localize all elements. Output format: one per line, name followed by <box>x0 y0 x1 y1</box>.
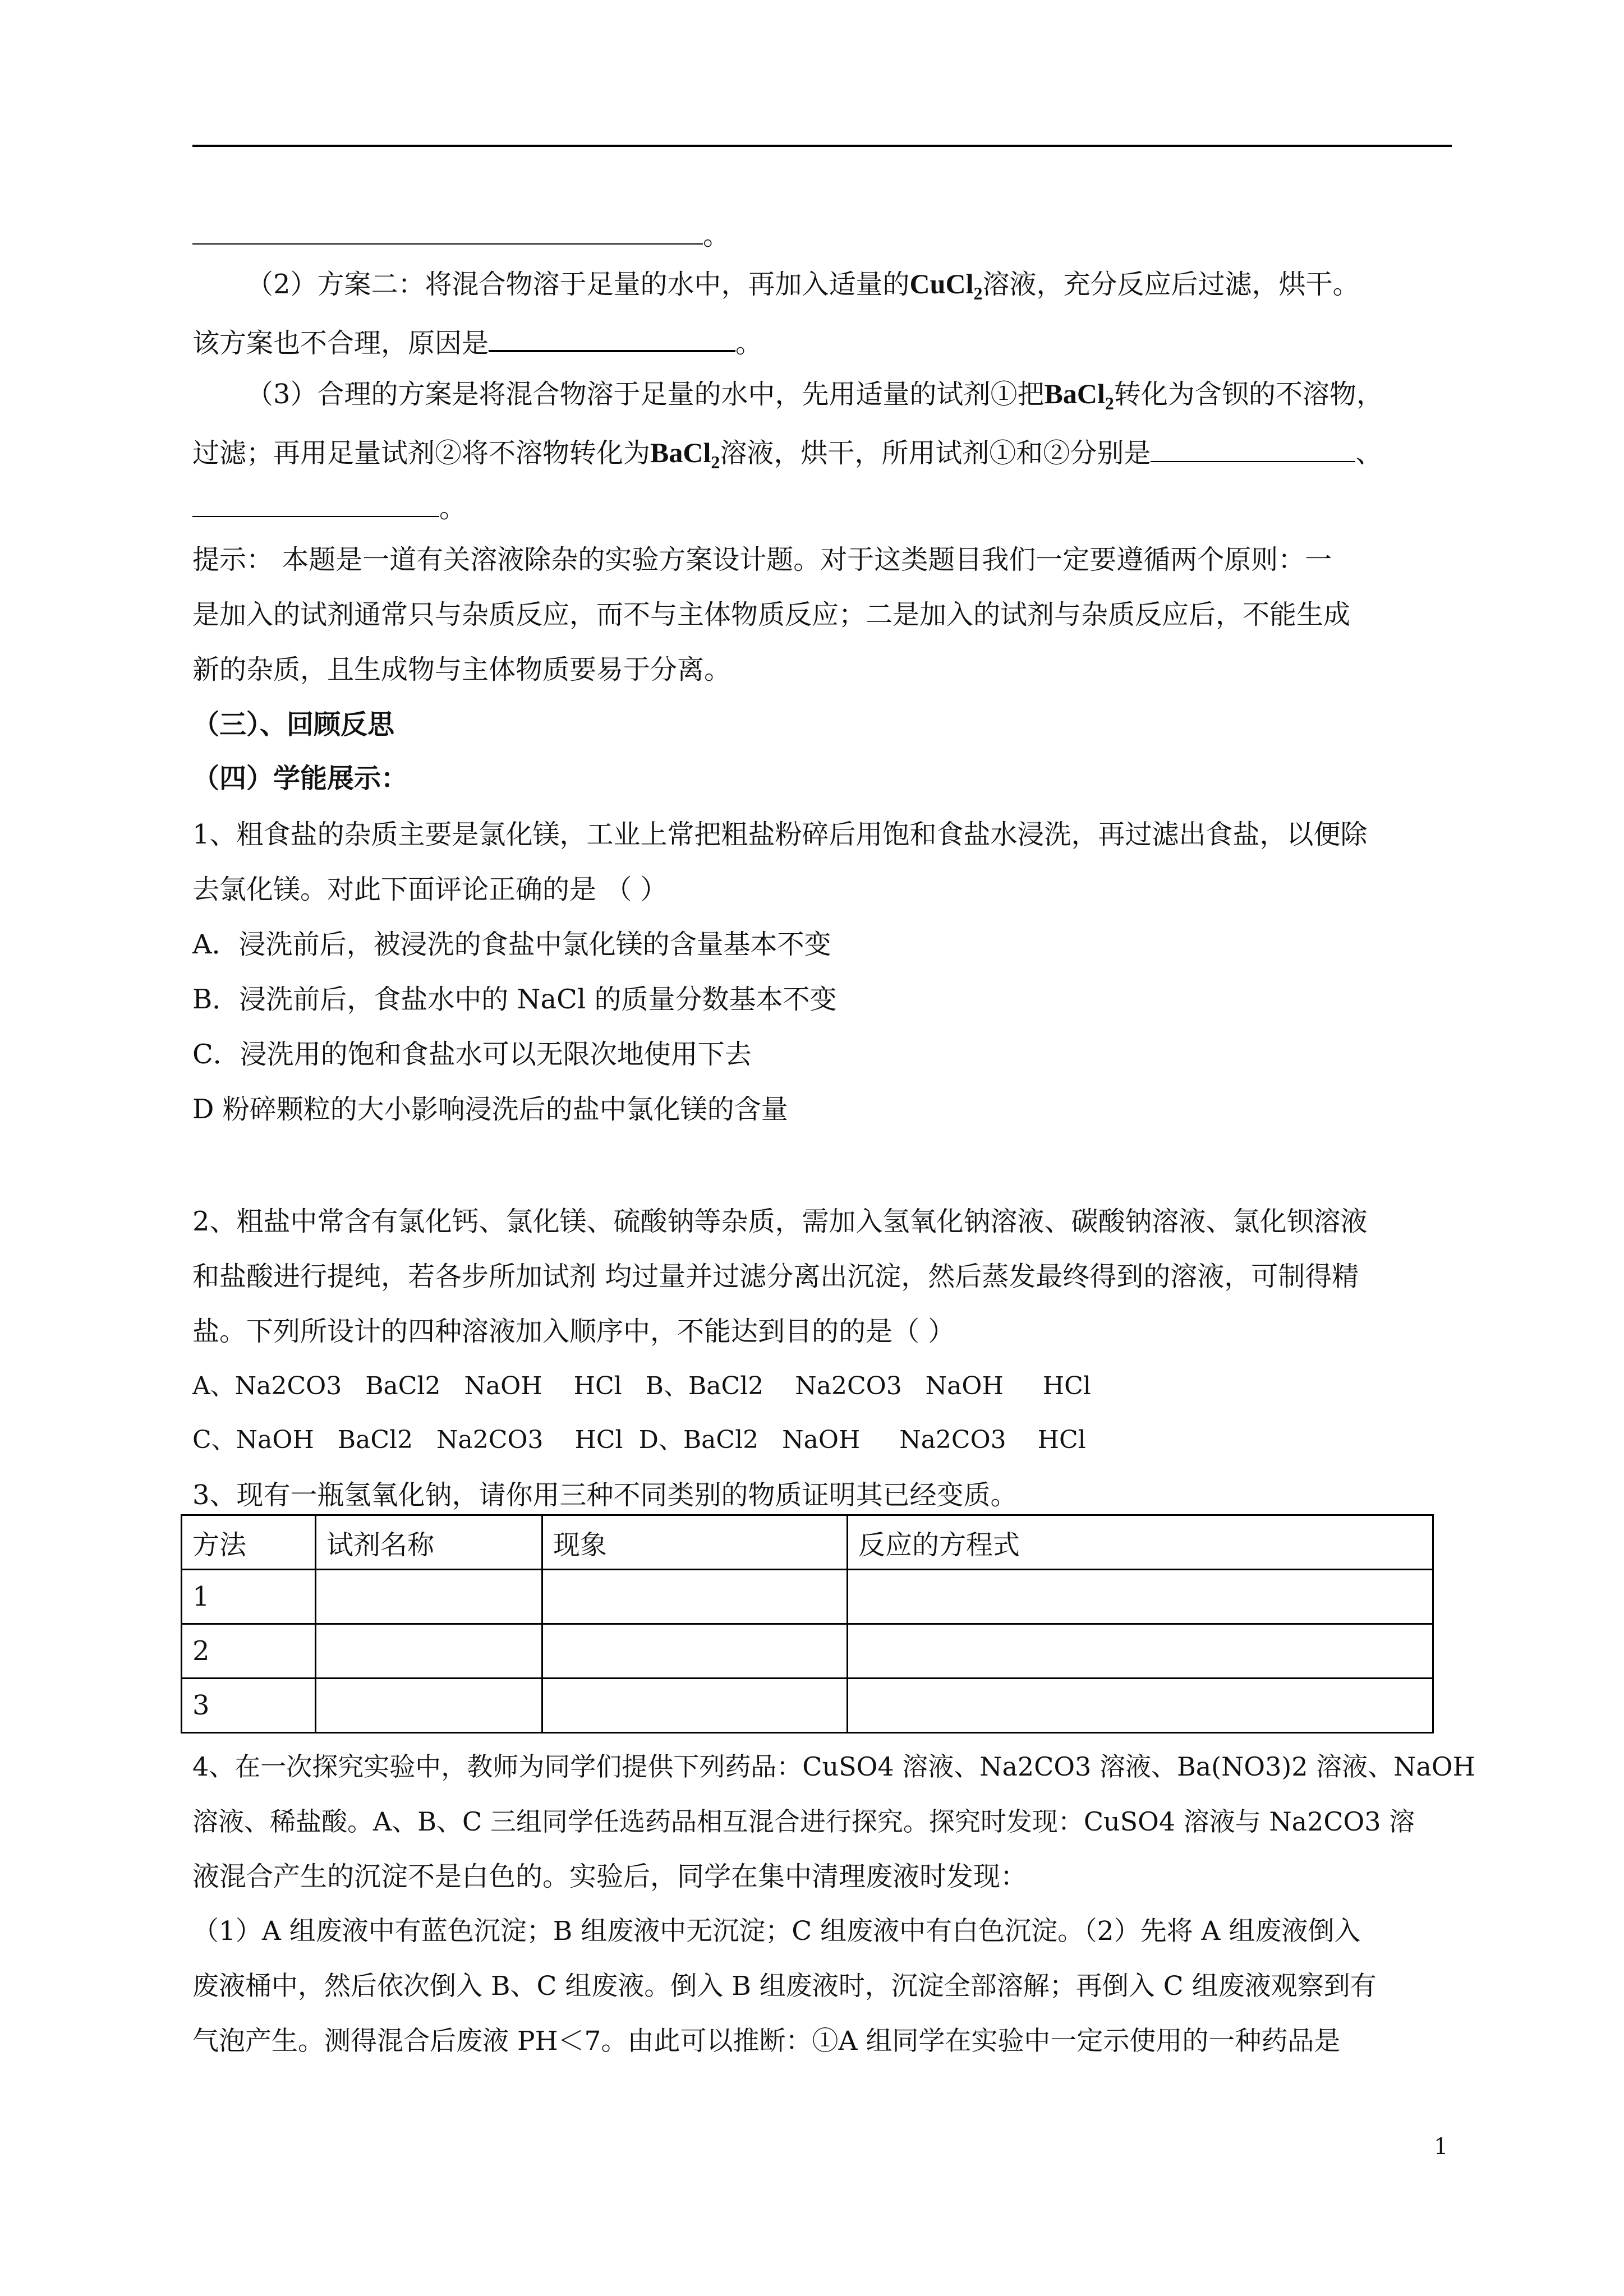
phenomenon-cell[interactable] <box>542 1679 848 1733</box>
header-cell: 方法 <box>182 1515 316 1570</box>
chem-bacl2: BaCl$_2$ <box>650 437 720 472</box>
q3-line-1: （3）合理的方案是将混合物溶于足量的水中，先用适量的试剂①把BaCl$_2$转化为含钡的不溶物， <box>246 378 1383 413</box>
p1-option-c: C．浸洗用的饱和食盐水可以无限次地使用下去 <box>192 1039 752 1070</box>
method-table <box>181 1514 1434 1733</box>
p1-option-d: D 粉碎颗粒的大小影响浸洗后的盐中氯化镁的含量 <box>192 1094 788 1125</box>
reagent-cell[interactable] <box>316 1679 542 1733</box>
p4-line-2: 溶液、稀盐酸。A、B、C 三组同学任选药品相互混合进行探究。探究时发现：CuSO4 溶液与 Na2CO3 溶 <box>192 1806 1415 1837</box>
q2-line-1: （2）方案二：将混合物溶于足量的水中，再加入适量的CuCl$_2$溶液，充分反应后过滤，烘干。 <box>246 268 1360 303</box>
reagent-2-blank[interactable] <box>192 487 439 517</box>
p2-options-ab <box>192 1368 1452 1404</box>
table-header-row <box>182 1515 1433 1570</box>
equation-cell[interactable] <box>848 1570 1433 1624</box>
hint-line-1: 提示： 本题是一道有关溶液除杂的实验方案设计题。对于这类题目我们一定要遵循两个原则：一 <box>192 544 1332 575</box>
method-cell: 1 <box>182 1570 316 1624</box>
p2-option-a: A、Na2CO3 BaCl2 NaOH HCl <box>192 1372 622 1400</box>
p2-options-cd <box>192 1422 1452 1458</box>
section-review: （三）、回顾反思 <box>192 709 395 740</box>
p2-option-d: D、BaCl2 NaOH Na2CO3 HCl <box>638 1426 1086 1454</box>
p2-line-3: 盐。下列所设计的四种溶液加入顺序中，不能达到目的的是（ ） <box>192 1316 955 1347</box>
p1-line-2: 去氯化镁。对此下面评论正确的是 （ ） <box>192 874 668 905</box>
p4-line-5: 废液桶中，然后依次倒入 B、C 组废液。倒入 B 组废液时，沉淀全部溶解；再倒入 C 组废液观察到有 <box>192 1971 1377 2002</box>
p4-line-6: 气泡产生。测得混合后废液 PH＜7。由此可以推断：①A 组同学在实验中一定示使用的一种药品是 <box>192 2026 1341 2057</box>
q2-line-2: 该方案也不合理，原因是 。 <box>192 321 1452 361</box>
method-cell: 2 <box>182 1624 316 1679</box>
p1-option-a: A．浸洗前后，被浸洗的食盐中氯化镁的含量基本不变 <box>192 929 831 960</box>
p2-option-c: C、NaOH BaCl2 Na2CO3 HCl <box>192 1426 623 1454</box>
reagent-cell[interactable] <box>316 1624 542 1679</box>
p1-option-b: B．浸洗前后，食盐水中的 NaCl 的质量分数基本不变 <box>192 984 837 1015</box>
p4-line-1: 4、在一次探究实验中，教师为同学们提供下列药品：CuSO4 溶液、Na2CO3 溶液、Ba(NO3)2 溶液、NaOH <box>192 1751 1475 1782</box>
table-row <box>182 1570 1433 1624</box>
hint-line-2: 是加入的试剂通常只与杂质反应，而不与主体物质反应；二是加入的试剂与杂质反应后，不能生成 <box>192 599 1351 630</box>
reagent-cell[interactable] <box>316 1570 542 1624</box>
p4-line-3: 液混合产生的沉淀不是白色的。实验后，同学在集中清理废液时发现： <box>192 1861 1028 1892</box>
header-cell: 反应的方程式 <box>848 1515 1433 1570</box>
method-cell: 3 <box>182 1679 316 1733</box>
phenomenon-cell[interactable] <box>542 1624 848 1679</box>
p2-line-2: 和盐酸进行提纯，若各步所加试剂 均过量并过滤分离出沉淀，然后蒸发最终得到的溶液，可制得精 <box>192 1261 1359 1292</box>
phenomenon-cell[interactable] <box>542 1570 848 1624</box>
table-row <box>182 1624 1433 1679</box>
equation-cell[interactable] <box>848 1624 1433 1679</box>
p4-line-4: （1）A 组废液中有蓝色沉淀；B 组废液中无沉淀；C 组废液中有白色沉淀。（2）先将 A 组废液倒入 <box>192 1916 1361 1947</box>
table-row <box>182 1679 1433 1733</box>
section-show: （四）学能展示： <box>192 763 408 794</box>
header-rule <box>192 145 1452 147</box>
p1-line-1: 1、粗食盐的杂质主要是氯化镁，工业上常把粗盐粉碎后用饱和食盐水浸洗，再过滤出食盐，以便除 <box>192 819 1368 850</box>
answer-line-top: 。 <box>192 214 1452 253</box>
q3-line-3: 。 <box>192 487 1452 526</box>
chem-cucl2: CuCl$_2$ <box>909 268 983 303</box>
header-cell: 试剂名称 <box>316 1515 542 1570</box>
equation-cell[interactable] <box>848 1679 1433 1733</box>
p3-line-1: 3、现有一瓶氢氧化钠，请你用三种不同类别的物质证明其已经变质。 <box>192 1479 1018 1511</box>
page-number: 1 <box>1434 2134 1448 2160</box>
q3-line-2: 过滤；再用足量试剂②将不溶物转化为BaCl$_2$溶液，烘干，所用试剂①和②分别是 、 <box>192 432 1452 471</box>
hint-line-3: 新的杂质，且生成物与主体物质要易于分离。 <box>192 654 732 685</box>
reagent-1-blank[interactable] <box>1151 432 1355 462</box>
answer-blank[interactable] <box>192 214 703 245</box>
header-cell: 现象 <box>542 1515 848 1570</box>
reason-blank[interactable] <box>489 321 735 352</box>
p2-line-1: 2、粗盐中常含有氯化钙、氯化镁、硫酸钠等杂质，需加入氢氧化钠溶液、碳酸钠溶液、氯化钡溶液 <box>192 1206 1368 1237</box>
p2-option-b: B、BaCl2 Na2CO3 NaOH HCl <box>645 1372 1091 1400</box>
chem-bacl2: BaCl$_2$ <box>1044 378 1114 413</box>
